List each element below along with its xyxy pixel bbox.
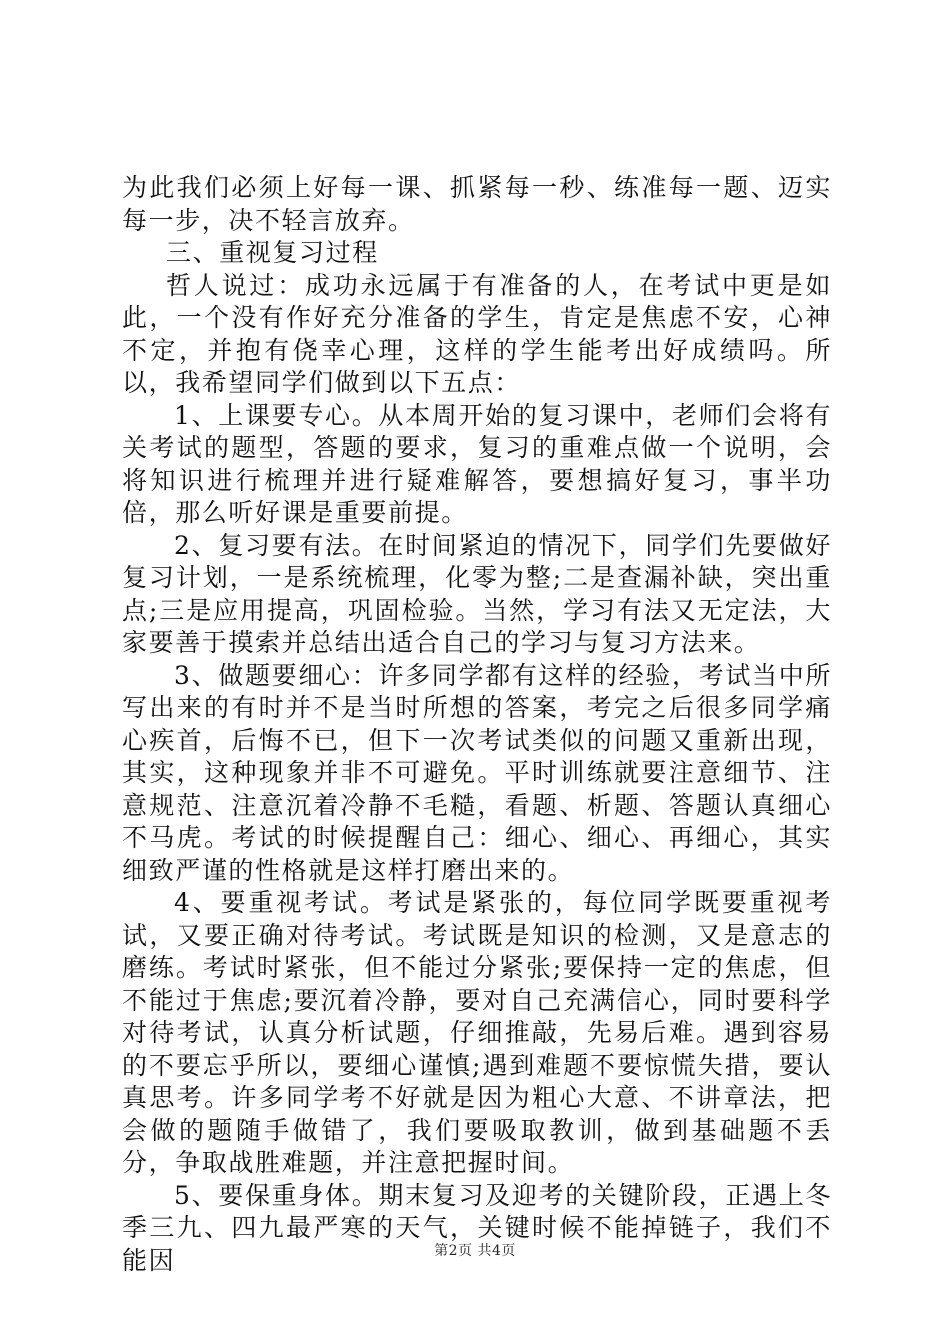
paragraph-intro: 哲人说过：成功永远属于有准备的人，在考试中更是如此，一个没有作好充分准备的学生，肯定是焦虑不安，心神不定，并抱有侥幸心理，这样的学生能考出好成绩吗。所以，我希望同学们做到以下五点： <box>122 270 832 397</box>
paragraph-continuation: 为此我们必须上好每一课、抓紧每一秒、练准每一题、迈实每一步，决不轻言放弃。 <box>122 173 832 235</box>
paragraph-point-3: 3、做题要细心：许多同学都有这样的经验，考试当中所写出来的有时并不是当时所想的答案，考完之后很多同学痛心疾首，后悔不已，但下一次考试类似的问题又重新出现，其实，这种现象并非不可避免。平时训练就要注意细节、注意规范、注意沉着冷静不毛糙，看题、析题、答题认真细心不马虎。考试的时候提醒自己：细心、细心、再细心，其实细致严谨的性格就是这样打磨出来的。 <box>122 660 832 885</box>
paragraph-point-4: 4、要重视考试。考试是紧张的，每位同学既要重视考试，又要正确对待考试。考试既是知识的检测，又是意志的磨练。考试时紧张，但不能过分紧张;要保持一定的焦虑，但不能过于焦虑;要沉着冷静，要对自己充满信心，同时要科学对待考试，认真分析试题，仔细推敲，先易后难。遇到容易的不要忘乎所以，要细心谨慎;遇到难题不要惊慌失措，要认真思考。许多同学考不好就是因为粗心大意、不讲章法，把会做的题随手做错了，我们要吸取教训，做到基础题不丢分，争取战胜难题，并注意把握时间。 <box>122 888 832 1177</box>
page-number-label: 第2页 共4页 <box>434 1243 516 1259</box>
page-footer <box>0 1240 950 1260</box>
paragraph-point-2: 2、复习要有法。在时间紧迫的情况下，同学们先要做好复习计划，一是系统梳理，化零为整;二是查漏补缺，突出重点;三是应用提高，巩固检验。当然，学习有法又无定法，大家要善于摸索并总结出适合自己的学习与复习方法来。 <box>122 530 832 657</box>
section-heading: 三、重视复习过程 <box>166 238 379 267</box>
paragraph-point-5: 5、要保重身体。期末复习及迎考的关键阶段，正遇上冬季三九、四九最严寒的天气，关键时候不能掉链子，我们不能因 <box>122 1180 832 1275</box>
paragraph-point-1: 1、上课要专心。从本周开始的复习课中，老师们会将有关考试的题型，答题的要求，复习的重难点做一个说明，会将知识进行梳理并进行疑难解答，要想搞好复习，事半功倍，那么听好课是重要前提。 <box>122 400 832 527</box>
document-body <box>122 172 832 1277</box>
